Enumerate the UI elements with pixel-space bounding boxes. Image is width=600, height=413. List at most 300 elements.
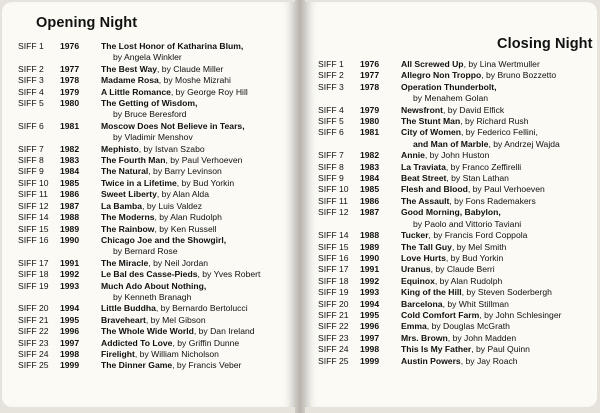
festival-year: 1985 bbox=[360, 184, 380, 195]
festival-number: SIFF 16 bbox=[318, 252, 349, 263]
festival-year: 1994 bbox=[60, 303, 80, 314]
festival-year: 1979 bbox=[60, 86, 80, 97]
film-director: , by Whit Stillman bbox=[442, 298, 509, 309]
festival-year: 1998 bbox=[360, 344, 380, 355]
film-title: Firelight bbox=[101, 348, 135, 359]
film-entry bbox=[18, 269, 292, 280]
festival-year: 1993 bbox=[360, 287, 380, 298]
festival-year: 1978 bbox=[360, 81, 380, 92]
film-director: , by Paul Verhoeven bbox=[467, 184, 545, 195]
festival-year: 1981 bbox=[360, 127, 380, 138]
film-credit bbox=[101, 155, 292, 166]
film-entry bbox=[318, 242, 594, 253]
film-entry bbox=[318, 70, 594, 81]
film-director: , by Bud Yorkin bbox=[176, 177, 235, 188]
film-credit bbox=[401, 59, 594, 70]
film-entry bbox=[18, 166, 292, 177]
film-title: Chicago Joe and the Showgirl, bbox=[101, 234, 227, 245]
festival-year: 1995 bbox=[360, 309, 380, 320]
film-title: The Whole Wide World bbox=[101, 326, 194, 337]
film-credit-continuation bbox=[401, 93, 594, 104]
film-title: Le Bal des Casse-Pieds bbox=[101, 269, 198, 280]
film-credit bbox=[101, 98, 292, 121]
film-director: , by Douglas McGrath bbox=[426, 321, 510, 332]
film-title: Flesh and Blood bbox=[401, 184, 468, 195]
film-entry bbox=[318, 207, 594, 230]
film-director: , by Alan Rudolph bbox=[154, 212, 222, 223]
festival-number: SIFF 15 bbox=[318, 241, 349, 252]
right-page bbox=[305, 2, 597, 407]
festival-number: SIFF 5 bbox=[318, 116, 344, 127]
festival-number: SIFF 12 bbox=[318, 207, 349, 218]
film-title: Emma bbox=[401, 321, 427, 332]
film-title: Tucker bbox=[401, 230, 429, 241]
film-credit bbox=[101, 281, 292, 304]
festival-year: 1980 bbox=[360, 116, 380, 127]
film-credit bbox=[101, 212, 292, 223]
film-title: The Natural bbox=[101, 166, 149, 177]
film-title: Little Buddha bbox=[101, 303, 156, 314]
festival-number: SIFF 10 bbox=[318, 184, 349, 195]
film-title: The Assault bbox=[401, 195, 450, 206]
film-credit bbox=[401, 264, 594, 275]
festival-number: SIFF 14 bbox=[18, 212, 49, 223]
festival-number: SIFF 7 bbox=[18, 143, 44, 154]
festival-number: SIFF 3 bbox=[318, 81, 344, 92]
festival-year: 1982 bbox=[60, 143, 80, 154]
film-title: Twice in a Lifetime bbox=[101, 177, 177, 188]
film-director: , by John Huston bbox=[424, 150, 490, 161]
film-director: , by Paul Quinn bbox=[471, 344, 530, 355]
festival-number: SIFF 10 bbox=[18, 177, 49, 188]
film-director: , by Fons Rademakers bbox=[449, 195, 536, 206]
film-credit bbox=[101, 189, 292, 200]
film-title: King of the Hill bbox=[401, 287, 462, 298]
film-credit bbox=[401, 207, 594, 230]
film-title: The Fourth Man bbox=[101, 155, 166, 166]
film-director: , by Griffin Dunne bbox=[172, 337, 240, 348]
film-director: by Paolo and Vittorio Taviani bbox=[413, 218, 522, 229]
festival-number: SIFF 4 bbox=[18, 86, 44, 97]
festival-number: SIFF 6 bbox=[18, 120, 44, 131]
festival-number: SIFF 11 bbox=[318, 195, 348, 206]
film-credit-continuation bbox=[101, 132, 292, 143]
film-title: Operation Thunderbolt, bbox=[401, 81, 497, 92]
festival-year: 1988 bbox=[60, 212, 80, 223]
festival-year: 1987 bbox=[60, 200, 80, 211]
film-credit bbox=[401, 70, 594, 81]
film-entry bbox=[18, 315, 292, 326]
festival-year: 1979 bbox=[360, 104, 380, 115]
film-title: City of Women bbox=[401, 127, 461, 138]
festival-number: SIFF 20 bbox=[18, 303, 49, 314]
festival-year: 1988 bbox=[360, 230, 380, 241]
film-credit bbox=[401, 287, 594, 298]
film-director: , by George Roy Hill bbox=[170, 86, 248, 97]
film-entry bbox=[18, 326, 292, 337]
festival-year: 1998 bbox=[60, 348, 80, 359]
film-title: and Man of Marble bbox=[413, 138, 489, 149]
film-entry bbox=[318, 196, 594, 207]
festival-year: 1986 bbox=[60, 189, 80, 200]
film-credit bbox=[101, 201, 292, 212]
festival-number: SIFF 25 bbox=[318, 355, 349, 366]
film-entry bbox=[18, 189, 292, 200]
film-director: , by Lina Wertmuller bbox=[463, 59, 540, 69]
festival-number: SIFF 2 bbox=[18, 63, 44, 74]
film-credit bbox=[101, 64, 292, 75]
left-page bbox=[2, 2, 295, 407]
film-entry bbox=[318, 276, 594, 287]
film-entry bbox=[318, 310, 594, 321]
festival-number: SIFF 19 bbox=[318, 287, 349, 298]
film-credit bbox=[101, 87, 292, 98]
film-credit bbox=[101, 144, 292, 155]
film-title: The Rainbow bbox=[101, 223, 155, 234]
festival-number: SIFF 22 bbox=[18, 326, 49, 337]
festival-year: 1990 bbox=[360, 252, 380, 263]
film-credit bbox=[101, 360, 292, 371]
film-entry bbox=[318, 59, 594, 70]
film-entry bbox=[318, 184, 594, 195]
film-credit bbox=[101, 258, 292, 269]
film-credit bbox=[401, 310, 594, 321]
film-entry bbox=[18, 87, 292, 98]
film-director: , by Yves Robert bbox=[197, 269, 261, 280]
film-director: , by Alan Rudolph bbox=[434, 275, 503, 286]
film-title: Moscow Does Not Believe in Tears, bbox=[101, 120, 245, 131]
film-credit bbox=[401, 333, 594, 344]
film-credit-continuation bbox=[101, 109, 292, 120]
film-credit bbox=[401, 196, 594, 207]
film-entry bbox=[318, 82, 594, 105]
film-title: All Screwed Up bbox=[401, 59, 464, 69]
festival-year: 1991 bbox=[360, 264, 380, 275]
festival-year: 1984 bbox=[60, 166, 80, 177]
film-title: Equinox bbox=[401, 275, 435, 286]
festival-number: SIFF 17 bbox=[318, 264, 349, 275]
book-spine bbox=[295, 0, 305, 413]
festival-number: SIFF 1 bbox=[18, 41, 44, 51]
film-title: Allegro Non Troppo bbox=[401, 70, 482, 81]
film-title: Love Hurts bbox=[401, 252, 446, 263]
film-entry bbox=[318, 299, 594, 310]
film-credit-continuation bbox=[401, 219, 594, 230]
film-entry bbox=[18, 224, 292, 235]
film-director: by Angela Winkler bbox=[113, 52, 182, 63]
festival-year: 1976 bbox=[360, 59, 380, 69]
festival-number: SIFF 16 bbox=[18, 234, 49, 245]
film-credit bbox=[101, 338, 292, 349]
film-credit bbox=[401, 173, 594, 184]
film-credit bbox=[401, 356, 594, 367]
film-title: The Moderns bbox=[101, 212, 155, 223]
film-director: by Bruce Beresford bbox=[113, 109, 187, 120]
film-entry bbox=[318, 287, 594, 298]
festival-number: SIFF 8 bbox=[18, 155, 44, 166]
festival-year: 1990 bbox=[60, 234, 80, 245]
film-credit bbox=[101, 349, 292, 360]
film-entry bbox=[18, 121, 292, 144]
film-credit bbox=[101, 235, 292, 258]
festival-year: 1995 bbox=[60, 314, 80, 325]
film-entry bbox=[18, 281, 292, 304]
film-title: Barcelona bbox=[401, 298, 443, 309]
film-title: The Tall Guy bbox=[401, 241, 452, 252]
film-credit bbox=[401, 162, 594, 173]
film-director: , by Andrzej Wajda bbox=[488, 138, 560, 149]
film-director: by Vladimir Menshov bbox=[113, 132, 193, 143]
film-entry bbox=[18, 360, 292, 371]
festival-year: 1983 bbox=[360, 161, 380, 172]
film-director: by Bernard Rose bbox=[113, 246, 178, 257]
film-director: , by Federico Fellini, bbox=[461, 127, 538, 138]
festival-year: 1983 bbox=[60, 155, 80, 166]
festival-number: SIFF 14 bbox=[318, 230, 349, 241]
film-credit bbox=[401, 127, 594, 150]
film-title: Annie bbox=[401, 150, 425, 161]
festival-number: SIFF 23 bbox=[318, 332, 349, 343]
festival-number: SIFF 19 bbox=[18, 280, 49, 291]
film-title: Mrs. Brown bbox=[401, 332, 448, 343]
film-credit-continuation bbox=[101, 52, 292, 63]
film-director: , by Stan Lathan bbox=[446, 173, 509, 184]
film-entry bbox=[18, 75, 292, 86]
film-credit bbox=[101, 166, 292, 177]
film-title: Madame Rosa bbox=[101, 75, 159, 86]
film-credit bbox=[101, 269, 292, 280]
film-entry bbox=[318, 333, 594, 344]
film-credit bbox=[401, 299, 594, 310]
film-director: , by Jay Roach bbox=[460, 355, 518, 366]
festival-year: 1985 bbox=[60, 177, 80, 188]
film-director: , by Bud Yorkin bbox=[445, 252, 504, 263]
festival-number: SIFF 7 bbox=[318, 150, 344, 161]
film-entry bbox=[318, 321, 594, 332]
film-credit bbox=[101, 41, 292, 64]
film-entry bbox=[18, 178, 292, 189]
film-title: Mephisto bbox=[101, 143, 139, 154]
film-credit bbox=[101, 75, 292, 86]
film-title: Newsfront bbox=[401, 104, 444, 115]
film-title: Cold Comfort Farm bbox=[401, 309, 480, 320]
film-credit bbox=[401, 116, 594, 127]
festival-year: 1993 bbox=[60, 280, 80, 291]
closing-night-heading: Closing Night bbox=[497, 36, 593, 52]
festival-year: 1978 bbox=[60, 75, 80, 86]
festival-number: SIFF 11 bbox=[18, 189, 48, 200]
film-credit bbox=[401, 344, 594, 355]
film-credit bbox=[401, 105, 594, 116]
film-director: , by Bruno Bozzetto bbox=[481, 70, 557, 81]
opening-night-list bbox=[18, 41, 292, 372]
film-title: The Stunt Man bbox=[401, 116, 461, 127]
festival-year: 1977 bbox=[360, 70, 380, 81]
festival-year: 1999 bbox=[360, 355, 380, 366]
festival-number: SIFF 6 bbox=[318, 127, 344, 138]
festival-number: SIFF 5 bbox=[18, 98, 44, 109]
film-director: , by Steven Soderbergh bbox=[461, 287, 552, 298]
film-title: This Is My Father bbox=[401, 344, 472, 355]
film-credit bbox=[401, 184, 594, 195]
film-credit bbox=[101, 121, 292, 144]
film-director: , by Mel Smith bbox=[451, 241, 507, 252]
festival-number: SIFF 20 bbox=[318, 298, 349, 309]
film-director: , by Mel Gibson bbox=[145, 314, 206, 325]
festival-year: 1992 bbox=[60, 269, 80, 280]
festival-year: 1976 bbox=[60, 41, 80, 51]
opening-night-heading: Opening Night bbox=[36, 15, 138, 31]
festival-number: SIFF 21 bbox=[318, 309, 349, 320]
film-director: , by Franco Zeffirelli bbox=[445, 161, 522, 172]
festival-year: 1989 bbox=[360, 241, 380, 252]
festival-year: 1989 bbox=[60, 223, 80, 234]
film-director: , by Istvan Szabo bbox=[138, 143, 205, 154]
film-credit bbox=[101, 326, 292, 337]
film-title: The Best Way bbox=[101, 63, 158, 74]
film-entry bbox=[18, 155, 292, 166]
film-title: Austin Powers bbox=[401, 355, 461, 366]
film-credit bbox=[401, 276, 594, 287]
film-entry bbox=[318, 105, 594, 116]
film-title: The Dinner Game bbox=[101, 360, 173, 371]
film-credit bbox=[401, 150, 594, 161]
film-director: , by Neil Jordan bbox=[148, 257, 209, 268]
film-entry bbox=[318, 253, 594, 264]
festival-year: 1999 bbox=[60, 360, 80, 371]
festival-number: SIFF 3 bbox=[18, 75, 44, 86]
festival-number: SIFF 9 bbox=[318, 173, 344, 184]
film-entry bbox=[318, 173, 594, 184]
festival-number: SIFF 22 bbox=[318, 321, 349, 332]
festival-year: 1994 bbox=[360, 298, 380, 309]
festival-number: SIFF 18 bbox=[318, 275, 349, 286]
festival-number: SIFF 1 bbox=[318, 59, 344, 69]
film-credit bbox=[101, 303, 292, 314]
film-director: , by Luis Valdez bbox=[142, 200, 203, 211]
film-director: , by Richard Rush bbox=[460, 116, 529, 127]
festival-number: SIFF 21 bbox=[18, 314, 49, 325]
festival-year: 1992 bbox=[360, 275, 380, 286]
film-entry bbox=[318, 127, 594, 150]
festival-number: SIFF 18 bbox=[18, 269, 49, 280]
film-title: Uranus bbox=[401, 264, 431, 275]
film-title: Braveheart bbox=[101, 314, 146, 325]
festival-year: 1996 bbox=[60, 326, 80, 337]
film-credit bbox=[101, 178, 292, 189]
festival-number: SIFF 15 bbox=[18, 223, 49, 234]
film-title: La Traviata bbox=[401, 161, 446, 172]
festival-year: 1996 bbox=[360, 321, 380, 332]
film-director: , by Paul Verhoeven bbox=[165, 155, 243, 166]
film-entry bbox=[318, 150, 594, 161]
festival-number: SIFF 24 bbox=[18, 348, 49, 359]
film-entry bbox=[18, 201, 292, 212]
film-director: , by Ken Russell bbox=[154, 223, 217, 234]
film-director: , by John Madden bbox=[447, 332, 517, 343]
film-title: Much Ado About Nothing, bbox=[101, 280, 207, 291]
film-credit-continuation bbox=[101, 292, 292, 303]
film-title: The Miracle bbox=[101, 257, 149, 268]
film-title: The Lost Honor of Katharina Blum, bbox=[101, 41, 244, 51]
film-director: , by Alan Alda bbox=[156, 189, 209, 200]
film-credit bbox=[401, 321, 594, 332]
film-entry bbox=[18, 64, 292, 75]
festival-number: SIFF 4 bbox=[318, 104, 344, 115]
film-director: , by Claude Berri bbox=[430, 264, 495, 275]
festival-number: SIFF 8 bbox=[318, 161, 344, 172]
film-entry bbox=[18, 144, 292, 155]
film-credit bbox=[401, 253, 594, 264]
film-title: Sweet Liberty bbox=[101, 189, 157, 200]
film-title: A Little Romance bbox=[101, 86, 171, 97]
film-director: by Kenneth Branagh bbox=[113, 291, 192, 302]
film-director: , by Barry Levinson bbox=[148, 166, 222, 177]
film-entry bbox=[18, 338, 292, 349]
film-credit bbox=[401, 230, 594, 241]
film-director: , by William Nicholson bbox=[134, 348, 219, 359]
film-title: Good Morning, Babylon, bbox=[401, 207, 501, 218]
film-director: , by Claude Miller bbox=[157, 63, 224, 74]
film-title: The Getting of Wisdom, bbox=[101, 98, 198, 109]
film-entry bbox=[318, 264, 594, 275]
festival-number: SIFF 2 bbox=[318, 70, 344, 81]
film-director: , by Moshe Mizrahi bbox=[158, 75, 231, 86]
film-entry bbox=[18, 258, 292, 269]
film-entry bbox=[18, 303, 292, 314]
festival-number: SIFF 17 bbox=[18, 257, 49, 268]
film-credit-continuation bbox=[101, 246, 292, 257]
film-director: , by Francis Veber bbox=[172, 360, 242, 371]
film-title: Addicted To Love bbox=[101, 337, 173, 348]
film-entry bbox=[318, 356, 594, 367]
film-title: Beat Street bbox=[401, 173, 447, 184]
festival-number: SIFF 12 bbox=[18, 200, 49, 211]
festival-number: SIFF 24 bbox=[318, 344, 349, 355]
festival-number: SIFF 23 bbox=[18, 337, 49, 348]
festival-number: SIFF 9 bbox=[18, 166, 44, 177]
film-entry bbox=[318, 162, 594, 173]
festival-year: 1987 bbox=[360, 207, 380, 218]
film-entry bbox=[18, 235, 292, 258]
film-entry bbox=[18, 212, 292, 223]
film-credit bbox=[401, 242, 594, 253]
festival-year: 1980 bbox=[60, 98, 80, 109]
film-credit bbox=[401, 82, 594, 105]
festival-year: 1982 bbox=[360, 150, 380, 161]
film-entry bbox=[318, 344, 594, 355]
film-entry bbox=[318, 230, 594, 241]
film-director: , by John Schlesinger bbox=[479, 309, 562, 320]
film-entry bbox=[18, 41, 292, 64]
film-director: , by Bernardo Bertolucci bbox=[155, 303, 248, 314]
film-entry bbox=[318, 116, 594, 127]
film-director: , by Dan Ireland bbox=[193, 326, 255, 337]
festival-year: 1977 bbox=[60, 63, 80, 74]
film-credit bbox=[101, 315, 292, 326]
festival-year: 1986 bbox=[360, 195, 380, 206]
festival-number: SIFF 25 bbox=[18, 360, 49, 371]
festival-year: 1997 bbox=[60, 337, 80, 348]
closing-night-list bbox=[318, 59, 594, 367]
film-director: by Menahem Golan bbox=[413, 93, 488, 104]
film-director: , by David Elfick bbox=[443, 104, 505, 115]
film-entry bbox=[18, 98, 292, 121]
film-entry bbox=[18, 349, 292, 360]
film-credit-continuation bbox=[401, 139, 594, 150]
festival-year: 1997 bbox=[360, 332, 380, 343]
film-title: La Bamba bbox=[101, 200, 143, 211]
